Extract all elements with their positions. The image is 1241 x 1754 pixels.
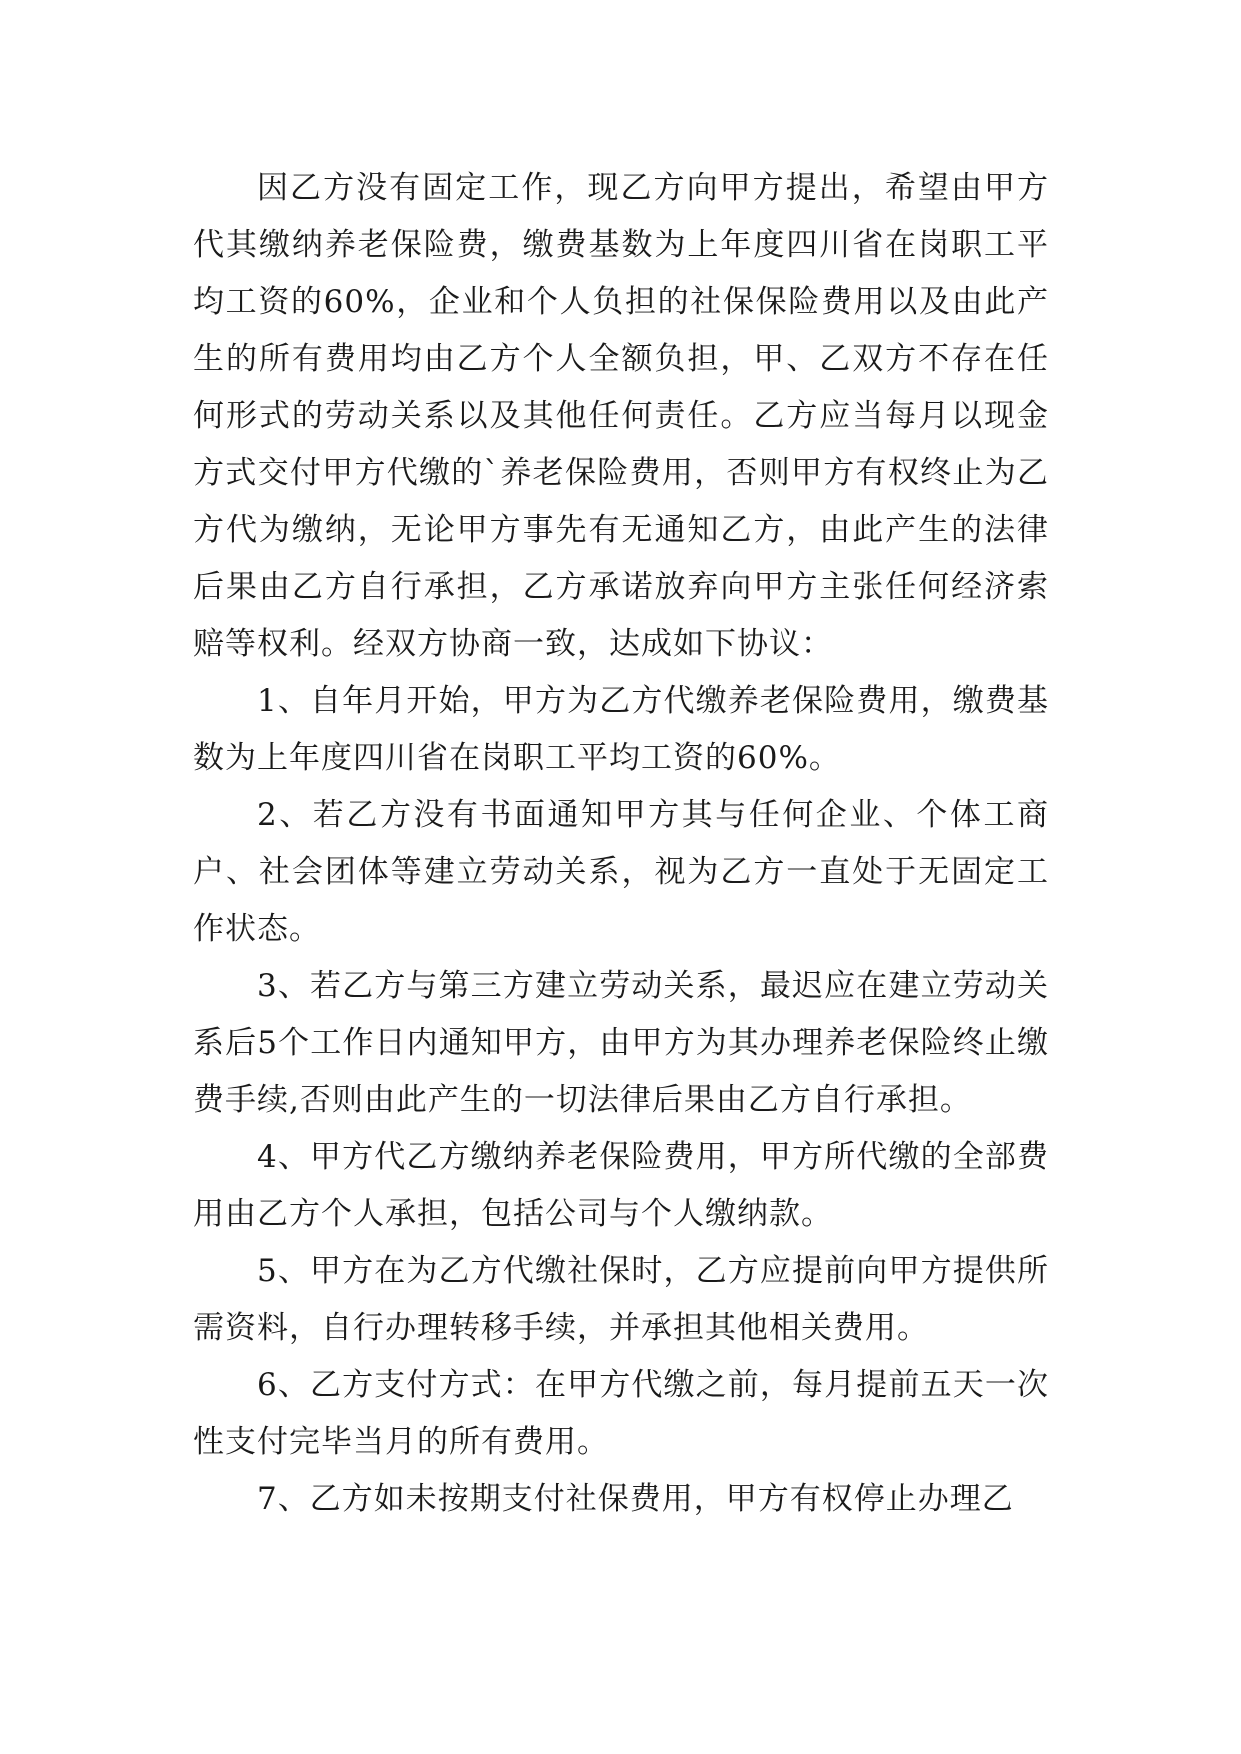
clause-3: 3、若乙方与第三方建立劳动关系，最迟应在建立劳动关系后5个工作日内通知甲方，由甲方为其办理养老保险终止缴费手续,否则由此产生的一切法律后果由乙方自行承担。 (193, 968, 1049, 1118)
intro-paragraph: 因乙方没有固定工作，现乙方向甲方提出，希望由甲方代其缴纳养老保险费，缴费基数为上年度四川省在岗职工平均工资的60%，企业和个人负担的社保保险费用以及由此产生的所有费用均由乙方个人全额负担，甲、乙双方不存在任何形式的劳动关系以及其他任何责任。乙方应当每月以现金方式交付甲方代缴的`养老保险费用，否则甲方有权终止为乙方代为缴纳，无论甲方事先有无通知乙方，由此产生的法律后果由乙方自行承担，乙方承诺放弃向甲方主张任何经济索赔等权利。经双方协商一致，达成如下协议： (193, 170, 1049, 662)
clause-2: 2、若乙方没有书面通知甲方其与任何企业、个体工商户、社会团体等建立劳动关系，视为乙方一直处于无固定工作状态。 (193, 797, 1049, 947)
clause-7: 7、乙方如未按期支付社保费用，甲方有权停止办理乙 (257, 1481, 1014, 1517)
document-body (193, 160, 1049, 1528)
clause-1: 1、自年月开始，甲方为乙方代缴养老保险费用，缴费基数为上年度四川省在岗职工平均工资的60%。 (193, 683, 1049, 776)
clause-5: 5、甲方在为乙方代缴社保时，乙方应提前向甲方提供所需资料，自行办理转移手续，并承担其他相关费用。 (193, 1253, 1049, 1346)
clause-4: 4、甲方代乙方缴纳养老保险费用，甲方所代缴的全部费用由乙方个人承担，包括公司与个人缴纳款。 (193, 1139, 1049, 1232)
clause-6: 6、乙方支付方式：在甲方代缴之前，每月提前五天一次性支付完毕当月的所有费用。 (193, 1367, 1049, 1460)
